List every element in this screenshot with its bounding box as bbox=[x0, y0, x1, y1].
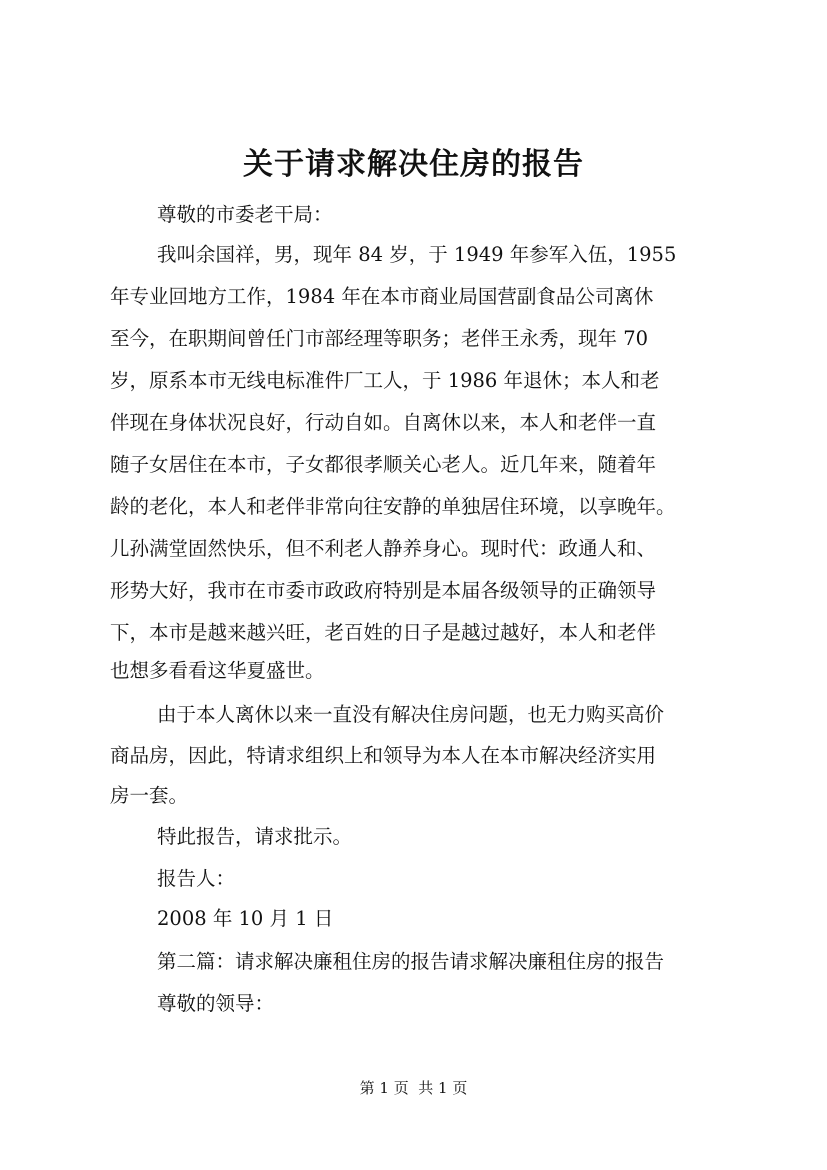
paragraph-line: 随子女居住在本市，子女都很孝顺关心老人。近几年来，随着年 bbox=[110, 453, 657, 476]
paragraph-line: 我叫余国祥，男，现年 84 岁，于 1949 年参军入伍，1955 bbox=[157, 243, 677, 266]
paragraph-line: 伴现在身体状况良好，行动自如。自离休以来，本人和老伴一直 bbox=[110, 411, 657, 434]
paragraph-line: 儿孙满堂固然快乐，但不利老人静养身心。现时代：政通人和、 bbox=[110, 537, 657, 560]
paragraph-line: 至今，在职期间曾任门市部经理等职务；老伴王永秀，现年 70 bbox=[110, 327, 649, 350]
paragraph-line: 岁，原系本市无线电标准件厂工人，于 1986 年退休；本人和老 bbox=[110, 369, 660, 392]
paragraph-line: 年专业回地方工作，1984 年在本市商业局国营副食品公司离休 bbox=[110, 285, 654, 308]
date-line: 2008 年 10 月 1 日 bbox=[157, 907, 334, 930]
paragraph-line: 由于本人离休以来一直没有解决住房问题，也无力购买高价 bbox=[157, 703, 665, 726]
paragraph-line: 龄的老化，本人和老伴非常向往安静的单独居住环境，以享晚年。 bbox=[110, 495, 676, 518]
paragraph-line: 房一套。 bbox=[110, 784, 189, 807]
reporter-line: 报告人： bbox=[157, 867, 236, 890]
paragraph-line: 下，本市是越来越兴旺，老百姓的日子是越过越好，本人和老伴 bbox=[110, 621, 657, 644]
closing-line: 特此报告，请求批示。 bbox=[157, 825, 353, 848]
page-footer: 第 1 页 共 1 页 bbox=[359, 1079, 468, 1097]
section-heading: 第二篇：请求解决廉租住房的报告请求解决廉租住房的报告 bbox=[157, 950, 665, 973]
salutation-2: 尊敬的领导： bbox=[157, 992, 275, 1015]
document-title: 关于请求解决住房的报告 bbox=[243, 147, 584, 182]
salutation: 尊敬的市委老干局： bbox=[157, 203, 333, 226]
paragraph-line: 也想多看看这华夏盛世。 bbox=[110, 659, 325, 682]
paragraph-line: 形势大好，我市在市委市政政府特别是本届各级领导的正确领导 bbox=[110, 579, 657, 602]
paragraph-line: 商品房，因此，特请求组织上和领导为本人在本市解决经济实用 bbox=[110, 744, 657, 767]
